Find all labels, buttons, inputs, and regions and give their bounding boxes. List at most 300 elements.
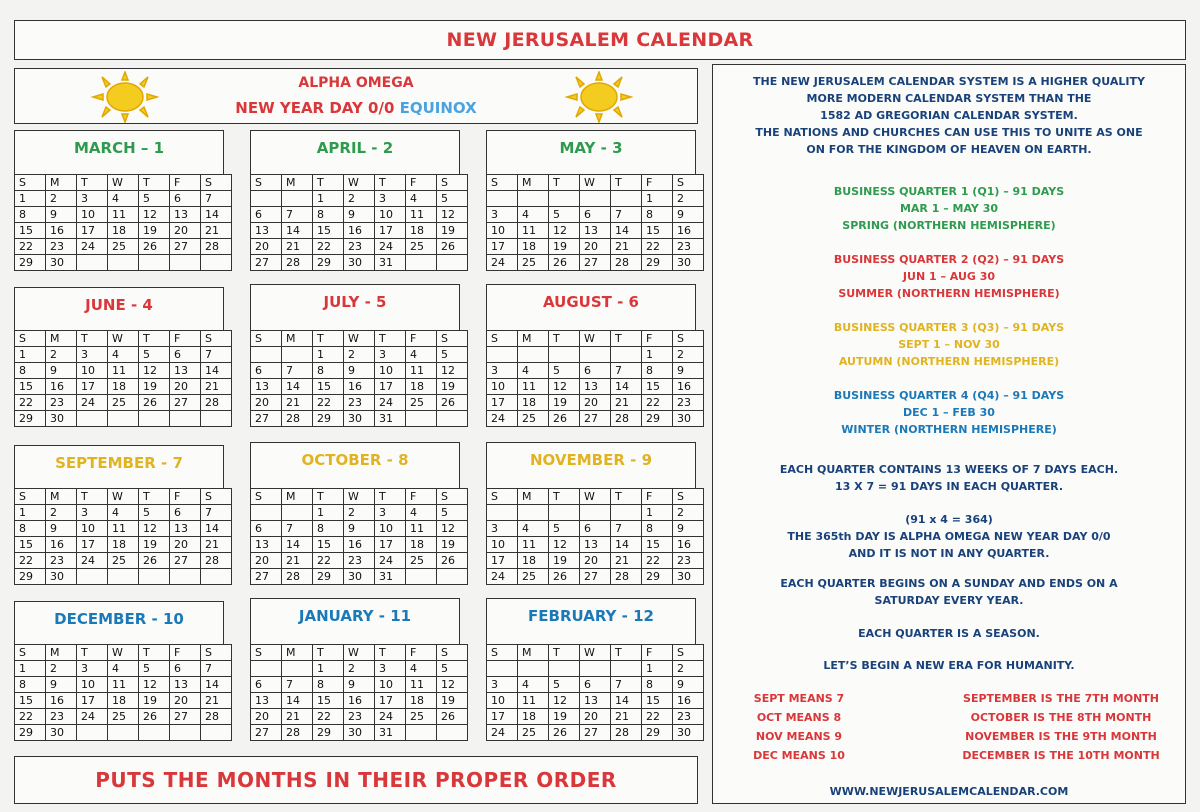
day-cell: 13 — [251, 537, 282, 553]
day-cell: 25 — [108, 553, 139, 569]
means-line: OCT MEANS 8 — [756, 711, 842, 724]
weekday-header: M — [46, 645, 77, 661]
day-cell — [580, 661, 611, 677]
weekday-header: W — [580, 331, 611, 347]
week-row — [15, 709, 232, 725]
day-cell: 14 — [611, 223, 642, 239]
weekday-header: T — [313, 175, 344, 191]
day-cell: 28 — [611, 569, 642, 585]
quarter-3-info — [713, 319, 1185, 370]
day-cell: 23 — [46, 709, 77, 725]
week-row — [15, 223, 232, 239]
day-cell: 3 — [77, 347, 108, 363]
day-cell: 21 — [282, 553, 313, 569]
day-cell: 3 — [77, 505, 108, 521]
day-cell: 4 — [108, 347, 139, 363]
day-cell: 17 — [77, 537, 108, 553]
day-cell: 11 — [406, 207, 437, 223]
weekday-header-row — [487, 331, 704, 347]
day-cell: 10 — [487, 379, 518, 395]
day-cell: 12 — [437, 207, 468, 223]
week-row — [251, 725, 468, 741]
weekday-header: T — [77, 175, 108, 191]
day-cell: 6 — [251, 521, 282, 537]
week-row — [487, 505, 704, 521]
weekday-header: T — [611, 175, 642, 191]
day-cell: 13 — [251, 223, 282, 239]
day-cell — [549, 505, 580, 521]
day-cell: 24 — [487, 569, 518, 585]
quarter-4-info — [713, 387, 1185, 438]
week-row — [251, 709, 468, 725]
day-cell — [549, 347, 580, 363]
day-cell: 12 — [549, 693, 580, 709]
day-cell: 5 — [139, 347, 170, 363]
weekday-header: T — [375, 331, 406, 347]
day-cell: 5 — [549, 521, 580, 537]
month-grid — [486, 488, 704, 585]
weekday-header: W — [580, 175, 611, 191]
weekday-header: S — [437, 645, 468, 661]
week-row — [15, 347, 232, 363]
day-cell — [518, 661, 549, 677]
day-cell: 14 — [282, 693, 313, 709]
day-cell: 28 — [282, 411, 313, 427]
day-cell: 18 — [406, 223, 437, 239]
day-cell — [77, 725, 108, 741]
day-cell: 30 — [46, 411, 77, 427]
day-cell: 10 — [77, 677, 108, 693]
day-cell: 26 — [437, 709, 468, 725]
week-row — [15, 725, 232, 741]
day-cell: 25 — [518, 569, 549, 585]
day-cell: 8 — [313, 363, 344, 379]
means-line: NOV MEANS 9 — [755, 730, 843, 743]
day-cell: 8 — [313, 521, 344, 537]
website-link[interactable]: WWW.NEWJERUSALEMCALENDAR.COM — [829, 785, 1069, 798]
day-cell — [487, 661, 518, 677]
day-cell: 18 — [406, 379, 437, 395]
day-cell: 18 — [518, 395, 549, 411]
day-cell: 29 — [15, 569, 46, 585]
day-cell: 7 — [201, 191, 232, 207]
day-cell: 10 — [375, 677, 406, 693]
day-cell: 25 — [406, 239, 437, 255]
day-cell — [611, 347, 642, 363]
quarter-line: BUSINESS QUARTER 4 (Q4) – 91 DAYS — [833, 389, 1065, 402]
weekday-header: S — [673, 175, 704, 191]
day-cell: 21 — [282, 709, 313, 725]
day-cell: 19 — [549, 239, 580, 255]
day-cell: 26 — [549, 725, 580, 741]
day-cell: 4 — [518, 363, 549, 379]
day-cell: 9 — [46, 207, 77, 223]
month-grid — [14, 174, 232, 271]
header-box — [14, 68, 698, 124]
day-cell: 17 — [487, 239, 518, 255]
day-cell — [201, 725, 232, 741]
month-means-right — [939, 689, 1183, 765]
day-cell: 13 — [251, 693, 282, 709]
day-cell — [487, 505, 518, 521]
month-means-left — [719, 689, 879, 765]
day-cell: 16 — [46, 693, 77, 709]
day-cell: 11 — [108, 677, 139, 693]
day-cell: 13 — [170, 207, 201, 223]
day-cell: 27 — [170, 709, 201, 725]
quarter-line: AUTUMN (NORTHERN HEMISPHERE) — [838, 355, 1060, 368]
day-cell: 15 — [642, 379, 673, 395]
day-cell: 1 — [313, 347, 344, 363]
weekday-header: F — [170, 175, 201, 191]
new-year-text: NEW YEAR DAY 0/0 — [235, 99, 400, 117]
day-cell: 4 — [108, 191, 139, 207]
day-cell: 5 — [139, 505, 170, 521]
week-row — [15, 677, 232, 693]
day-cell: 27 — [580, 569, 611, 585]
day-cell: 23 — [344, 239, 375, 255]
day-cell: 4 — [406, 505, 437, 521]
week-row — [251, 677, 468, 693]
day-cell: 25 — [518, 255, 549, 271]
day-cell: 14 — [201, 677, 232, 693]
month-grid — [486, 174, 704, 271]
day-cell: 11 — [518, 537, 549, 553]
weekday-header-row — [15, 175, 232, 191]
day-cell: 7 — [611, 521, 642, 537]
day-cell: 30 — [46, 725, 77, 741]
day-cell: 18 — [518, 553, 549, 569]
day-cell: 17 — [487, 395, 518, 411]
day-cell: 16 — [46, 379, 77, 395]
day-cell: 27 — [170, 395, 201, 411]
weekday-header: W — [108, 331, 139, 347]
day-cell: 21 — [201, 537, 232, 553]
weekday-header: W — [108, 175, 139, 191]
day-cell: 3 — [487, 521, 518, 537]
day-cell: 16 — [344, 693, 375, 709]
day-cell: 7 — [282, 207, 313, 223]
day-cell: 20 — [170, 379, 201, 395]
day-cell: 27 — [251, 411, 282, 427]
day-cell: 27 — [170, 239, 201, 255]
weekday-header: F — [170, 645, 201, 661]
day-cell — [580, 191, 611, 207]
weekday-header-row — [487, 175, 704, 191]
day-cell: 5 — [437, 661, 468, 677]
day-cell: 9 — [46, 677, 77, 693]
day-cell: 15 — [15, 537, 46, 553]
day-cell: 25 — [108, 239, 139, 255]
weekday-header: S — [15, 489, 46, 505]
quarter-line: SPRING (NORTHERN HEMISPHERE) — [842, 219, 1056, 232]
week-row — [15, 363, 232, 379]
day-cell — [437, 255, 468, 271]
day-cell: 22 — [15, 709, 46, 725]
week-row — [487, 395, 704, 411]
day-cell: 15 — [15, 379, 46, 395]
week-row — [251, 207, 468, 223]
day-cell — [139, 725, 170, 741]
day-cell: 4 — [108, 505, 139, 521]
day-cell: 24 — [375, 239, 406, 255]
day-cell: 10 — [375, 521, 406, 537]
day-cell: 4 — [406, 191, 437, 207]
day-cell: 19 — [437, 379, 468, 395]
weekday-header-row — [15, 331, 232, 347]
day-cell: 10 — [487, 223, 518, 239]
day-cell: 16 — [344, 379, 375, 395]
weekday-header: S — [201, 331, 232, 347]
day-cell: 27 — [580, 725, 611, 741]
week-row — [15, 411, 232, 427]
intro-line: THE NATIONS AND CHURCHES CAN USE THIS TO UNITE AS ONE — [755, 126, 1143, 139]
day-cell: 26 — [549, 411, 580, 427]
day-cell: 17 — [487, 553, 518, 569]
day-cell: 19 — [139, 693, 170, 709]
weekday-header: W — [580, 489, 611, 505]
day-cell: 22 — [642, 239, 673, 255]
month-title: MARCH – 1 — [14, 130, 224, 175]
day-cell: 12 — [549, 223, 580, 239]
weekday-header: F — [642, 331, 673, 347]
day-cell: 8 — [15, 677, 46, 693]
day-cell: 19 — [139, 379, 170, 395]
day-cell: 30 — [46, 255, 77, 271]
week-row — [15, 661, 232, 677]
day-cell: 4 — [406, 661, 437, 677]
weekday-header-row — [15, 645, 232, 661]
weekday-header: M — [46, 331, 77, 347]
weekday-header: W — [344, 489, 375, 505]
day-cell: 20 — [580, 709, 611, 725]
day-cell: 6 — [170, 661, 201, 677]
day-cell: 8 — [642, 521, 673, 537]
day-cell — [437, 569, 468, 585]
day-cell: 23 — [46, 553, 77, 569]
day-cell: 14 — [282, 537, 313, 553]
weekday-header-row — [487, 645, 704, 661]
day-cell: 19 — [549, 709, 580, 725]
day-cell: 30 — [673, 411, 704, 427]
day-cell — [139, 569, 170, 585]
month-title: JANUARY - 11 — [250, 598, 460, 645]
weekday-header: F — [406, 489, 437, 505]
quarter-2-info — [713, 251, 1185, 302]
intro-line: THE NEW JERUSALEM CALENDAR SYSTEM IS A HIGHER QUALITY — [753, 75, 1145, 88]
weekday-header: T — [611, 331, 642, 347]
day-cell: 30 — [673, 255, 704, 271]
day-cell — [108, 725, 139, 741]
day-cell: 8 — [642, 207, 673, 223]
week-row — [15, 553, 232, 569]
quarter-line: DEC 1 – FEB 30 — [903, 406, 995, 419]
day-cell: 30 — [344, 569, 375, 585]
weekday-header: S — [437, 175, 468, 191]
day-cell: 28 — [611, 411, 642, 427]
day-cell: 17 — [77, 379, 108, 395]
day-cell: 31 — [375, 725, 406, 741]
day-cell: 25 — [406, 709, 437, 725]
day-cell: 23 — [46, 239, 77, 255]
week-row — [15, 255, 232, 271]
day-cell: 1 — [642, 347, 673, 363]
day-cell: 14 — [611, 379, 642, 395]
week-row — [251, 521, 468, 537]
day-cell: 8 — [15, 363, 46, 379]
day-cell: 6 — [170, 505, 201, 521]
day-cell: 8 — [642, 677, 673, 693]
day-cell: 26 — [139, 395, 170, 411]
month-title: SEPTEMBER - 7 — [14, 445, 224, 489]
day-cell: 1 — [15, 347, 46, 363]
day-cell: 15 — [642, 537, 673, 553]
week-row — [487, 661, 704, 677]
day-cell: 24 — [77, 553, 108, 569]
day-cell: 6 — [251, 677, 282, 693]
day-cell: 28 — [282, 255, 313, 271]
day-cell — [282, 661, 313, 677]
day-cell — [580, 347, 611, 363]
day-cell: 16 — [673, 537, 704, 553]
day-cell: 11 — [518, 693, 549, 709]
day-cell: 21 — [611, 553, 642, 569]
weekday-header: S — [201, 175, 232, 191]
week-row — [487, 411, 704, 427]
day-cell: 17 — [487, 709, 518, 725]
weekday-header: S — [673, 331, 704, 347]
day-cell — [487, 347, 518, 363]
day-cell: 2 — [46, 191, 77, 207]
day-cell: 4 — [518, 207, 549, 223]
month-title: JULY - 5 — [250, 284, 460, 331]
week-row — [251, 693, 468, 709]
day-cell — [406, 411, 437, 427]
week-row — [251, 395, 468, 411]
weekday-header: F — [406, 645, 437, 661]
quarter-line: JUN 1 – AUG 30 — [902, 270, 996, 283]
weekday-header: T — [549, 175, 580, 191]
day-cell: 15 — [642, 693, 673, 709]
day-cell: 2 — [344, 191, 375, 207]
weekday-header: M — [518, 175, 549, 191]
week-row — [487, 553, 704, 569]
day-cell: 5 — [437, 347, 468, 363]
day-cell: 18 — [108, 537, 139, 553]
day-cell: 28 — [201, 709, 232, 725]
weekday-header: S — [487, 175, 518, 191]
day-cell: 2 — [673, 661, 704, 677]
day-cell: 20 — [580, 553, 611, 569]
month-grid — [14, 644, 232, 741]
day-cell: 23 — [673, 395, 704, 411]
day-cell: 16 — [344, 537, 375, 553]
day-cell: 10 — [77, 207, 108, 223]
day-cell: 29 — [313, 725, 344, 741]
day-cell: 27 — [170, 553, 201, 569]
month-grid — [250, 644, 468, 741]
day-cell: 27 — [251, 725, 282, 741]
footer-slogan: PUTS THE MONTHS IN THEIR PROPER ORDER — [95, 768, 617, 792]
day-cell: 9 — [344, 207, 375, 223]
weekday-header: S — [15, 331, 46, 347]
weekday-header: S — [673, 645, 704, 661]
day-cell: 30 — [673, 569, 704, 585]
day-cell — [406, 725, 437, 741]
day-cell: 22 — [642, 553, 673, 569]
week-row — [487, 693, 704, 709]
weekday-header-row — [251, 331, 468, 347]
weekday-header: S — [437, 489, 468, 505]
day-cell: 18 — [406, 693, 437, 709]
week-row — [487, 223, 704, 239]
day-cell: 20 — [251, 395, 282, 411]
day-cell: 25 — [406, 395, 437, 411]
day-cell: 15 — [313, 223, 344, 239]
day-cell: 3 — [487, 207, 518, 223]
day-cell — [611, 661, 642, 677]
day-cell: 4 — [518, 677, 549, 693]
day-cell: 19 — [437, 537, 468, 553]
day-cell: 16 — [46, 223, 77, 239]
day-cell: 6 — [580, 207, 611, 223]
day-cell — [170, 725, 201, 741]
quarter-line: BUSINESS QUARTER 2 (Q2) – 91 DAYS — [833, 253, 1065, 266]
day-cell: 2 — [673, 191, 704, 207]
weekday-header: T — [375, 175, 406, 191]
month-grid — [14, 488, 232, 585]
day-cell — [518, 347, 549, 363]
day-cell: 20 — [251, 553, 282, 569]
day-cell: 1 — [313, 661, 344, 677]
week-row — [487, 207, 704, 223]
day-cell: 16 — [344, 223, 375, 239]
day-cell: 7 — [282, 677, 313, 693]
day-cell: 17 — [77, 223, 108, 239]
weekday-header: T — [139, 489, 170, 505]
day-cell: 16 — [46, 537, 77, 553]
day-cell — [406, 255, 437, 271]
day-cell: 11 — [518, 223, 549, 239]
month-title: OCTOBER - 8 — [250, 442, 460, 489]
new-year-day-label — [15, 99, 697, 117]
week-row — [487, 239, 704, 255]
day-cell — [251, 661, 282, 677]
weekday-header: T — [313, 331, 344, 347]
weekday-header: T — [77, 645, 108, 661]
means-line: SEPT MEANS 7 — [753, 692, 845, 705]
day-cell: 12 — [139, 521, 170, 537]
day-cell — [549, 661, 580, 677]
weekday-header: S — [437, 331, 468, 347]
month-title: JUNE - 4 — [14, 287, 224, 331]
day-cell: 25 — [108, 709, 139, 725]
page-title: NEW JERUSALEM CALENDAR — [446, 29, 754, 51]
day-cell: 3 — [77, 191, 108, 207]
day-cell: 2 — [46, 661, 77, 677]
day-cell: 6 — [170, 347, 201, 363]
day-cell: 14 — [201, 363, 232, 379]
day-cell: 1 — [15, 661, 46, 677]
day-cell: 28 — [282, 725, 313, 741]
day-cell — [406, 569, 437, 585]
day-cell: 7 — [282, 363, 313, 379]
day-cell: 22 — [15, 239, 46, 255]
weekday-header: M — [518, 645, 549, 661]
week-row — [487, 537, 704, 553]
day-cell: 9 — [344, 521, 375, 537]
day-cell: 24 — [487, 725, 518, 741]
